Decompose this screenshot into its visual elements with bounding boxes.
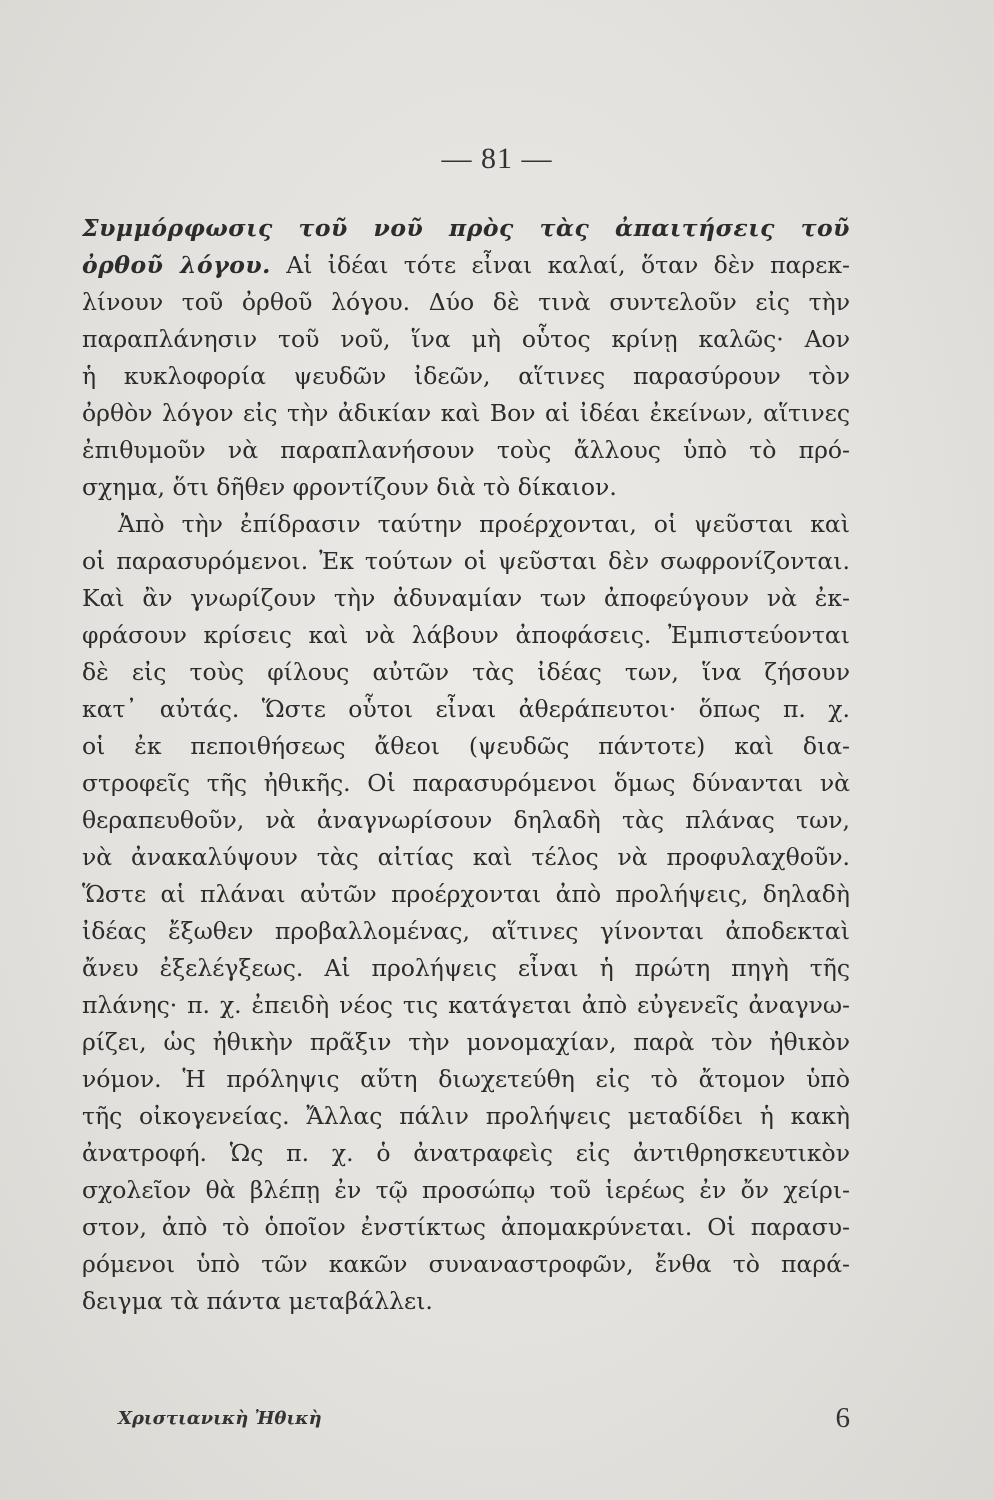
text-line-25: τῆς οἰκογενείας. Ἄλλας πάλιν προλήψεις μεταδίδει ἡ κακὴ <box>82 1102 850 1130</box>
text-line-28: στον, ἀπὸ τὸ ὁποῖον ἐνστίκτως ἀπομακρύνεται. Οἱ παρασυ- <box>82 1213 850 1241</box>
page-footer <box>82 1402 850 1442</box>
footer-signature: Χριστιανικὴ Ἠθικὴ <box>118 1408 322 1429</box>
text-line-17: θεραπευθοῦν, νὰ ἀναγνωρίσουν δηλαδὴ τὰς πλάνας των, <box>82 806 850 834</box>
text-line-12: φράσουν κρίσεις καὶ νὰ λάβουν ἀποφάσεις. Ἐμπιστεύονται <box>82 621 850 649</box>
text-line-7: ἐπιθυμοῦν νὰ παραπλανήσουν τοὺς ἄλλους ὑπὸ τὸ πρό- <box>82 436 850 464</box>
text-line-2 <box>82 247 850 284</box>
text-line-21: ἄνευ ἐξελέγξεως. Αἱ προλήψεις εἶναι ἡ πρώτη πηγὴ τῆς <box>82 954 850 982</box>
text-line-26: ἀνατροφή. Ὡς π. χ. ὁ ἀνατραφεὶς εἰς ἀντιθρησκευτικὸν <box>82 1139 850 1167</box>
paragraph-start-line: Ἀπὸ τὴν ἐπίδρασιν ταύτην προέρχονται, οἱ ψεῦσται καὶ <box>118 510 850 538</box>
text-line-11: Καὶ ἂν γνωρίζουν τὴν ἀδυναμίαν των ἀποφεύγουν νὰ ἐκ- <box>82 584 850 612</box>
text-line-6: ὀρθὸν λόγον εἰς τὴν ἀδικίαν καὶ Βον αἱ ἰδέαι ἐκείνων, αἵτινες <box>82 399 850 427</box>
section-heading: Συμμόρφωσις τοῦ νοῦ πρὸς τὰς ἀπαιτήσεις τοῦ <box>82 214 850 242</box>
footer-sheet-number: 6 <box>835 1402 850 1434</box>
text-line-13: δὲ εἰς τοὺς φίλους αὐτῶν τὰς ἰδέας των, ἵνα ζήσουν <box>82 658 850 686</box>
text-line-16: στροφεῖς τῆς ἠθικῆς. Οἱ παρασυρόμενοι ὅμως δύνανται νὰ <box>82 769 850 797</box>
text-line-24: νόμον. Ἡ πρόληψις αὕτη διωχετεύθη εἰς τὸ ἄτομον ὑπὸ <box>82 1065 850 1093</box>
page-number: — 81 — <box>441 142 553 175</box>
text-line-14: κατ᾽ αὐτάς. Ὥστε οὗτοι εἶναι ἀθεράπευτοι· ὅπως π. χ. <box>82 695 850 723</box>
text-line-30: δειγμα τὰ πάντα μεταβάλλει. <box>82 1287 433 1315</box>
text-line-10: οἱ παρασυρόμενοι. Ἐκ τούτων οἱ ψεῦσται δὲν σωφρονίζονται. <box>82 547 850 575</box>
text-line-15: οἱ ἐκ πεποιθήσεως ἄθεοι (ψευδῶς πάντοτε) καὶ δια- <box>82 732 850 760</box>
text-line-19: Ὥστε αἱ πλάναι αὐτῶν προέρχονται ἀπὸ προλήψεις, δηλαδὴ <box>82 880 850 908</box>
text-line-18: νὰ ἀνακαλύψουν τὰς αἰτίας καὶ τέλος νὰ προφυλαχθοῦν. <box>82 843 850 871</box>
text-line-8: σχημα, ὅτι δῆθεν φροντίζουν διὰ τὸ δίκαιον. <box>82 473 617 501</box>
section-heading-continued: ὀρθοῦ λόγου. <box>82 251 271 279</box>
text-line-20: ἰδέας ἔξωθεν προβαλλομένας, αἵτινες γίνονται ἀποδεκταὶ <box>82 917 850 945</box>
text-line-27: σχολεῖον θὰ βλέπῃ ἐν τῷ προσώπῳ τοῦ ἱερέως ἐν ὄν χείρι- <box>82 1176 850 1204</box>
text-line-22: πλάνης· π. χ. ἐπειδὴ νέος τις κατάγεται ἀπὸ εὐγενεῖς ἀναγνω- <box>82 991 850 1019</box>
text-line-4: παραπλάνησιν τοῦ νοῦ, ἵνα μὴ οὗτος κρίνῃ καλῶς· Αον <box>82 325 850 353</box>
text-line-3: λίνουν τοῦ ὀρθοῦ λόγου. Δύο δὲ τινὰ συντελοῦν εἰς τὴν <box>82 288 850 316</box>
body-text <box>82 210 850 1320</box>
text-line-5: ἡ κυκλοφορία ψευδῶν ἰδεῶν, αἵτινες παρασύρουν τὸν <box>82 362 850 390</box>
text-run: Αἱ ἰδέαι τότε εἶναι καλαί, ὅταν δὲν παρεκ- <box>286 251 850 279</box>
text-line-23: ρίζει, ὡς ἠθικὴν πρᾶξιν τὴν μονομαχίαν, παρὰ τὸν ἠθικὸν <box>82 1028 850 1056</box>
text-line-29: ρόμενοι ὑπὸ τῶν κακῶν συναναστροφῶν, ἔνθα τὸ παρά- <box>82 1250 850 1278</box>
text-line-1 <box>82 210 850 247</box>
